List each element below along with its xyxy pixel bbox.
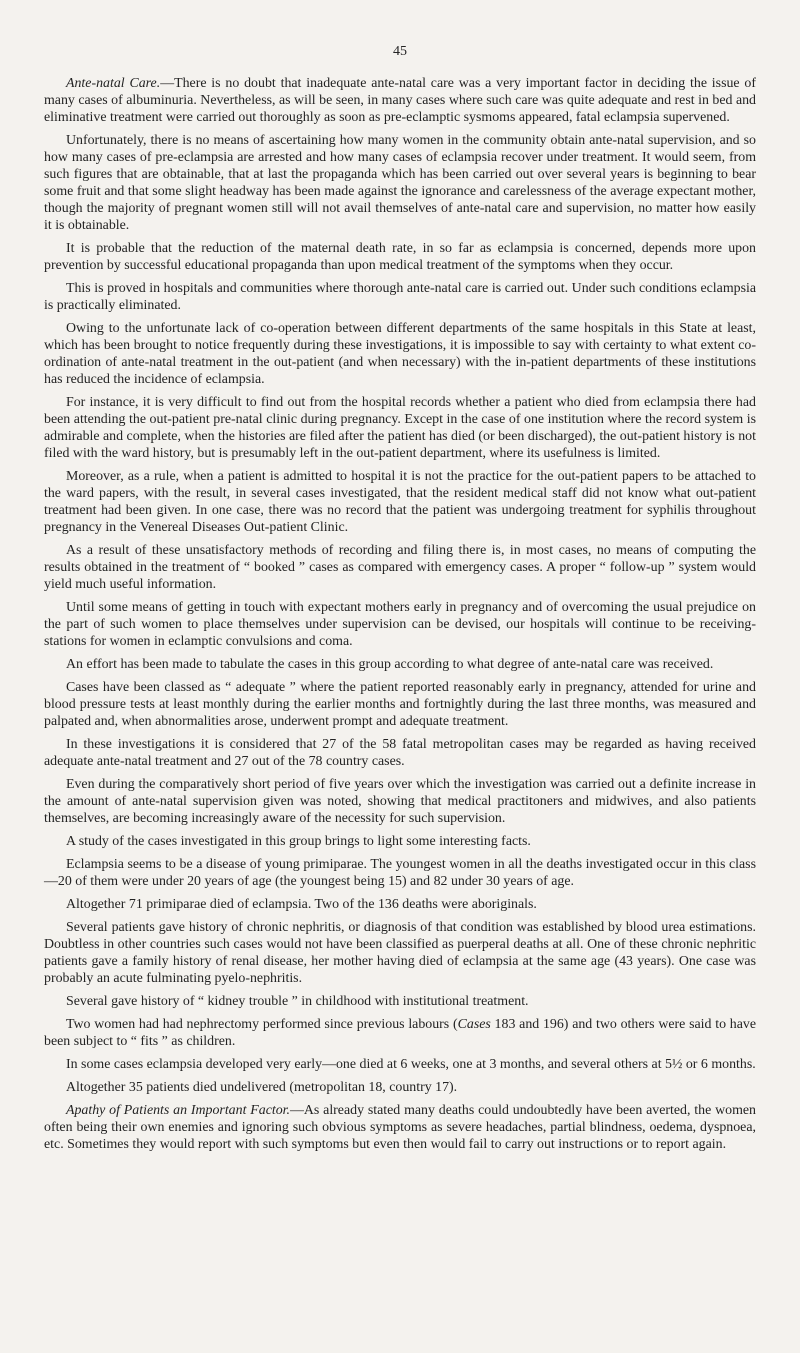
paragraph: This is proved in hospitals and communities where thorough ante-natal care is carried out. Under such conditions eclampsia is practically eliminated.: [44, 281, 756, 313]
page-body: [44, 75, 756, 1153]
paragraph: In some cases eclampsia developed very early—one died at 6 weeks, one at 3 months, and several others at 5½ or 6 months.: [66, 1057, 756, 1072]
paragraph: Owing to the unfortunate lack of co-operation between different departments of the same hospitals in this State at least, which has been brought to notice frequently during these investigations, it is impossible to say with certainty to what extent co-ordination of ante-natal treatment in the out-patient (and when necessary) with the in-patient departments of these institutions has reduced the incidence of eclampsia.: [44, 321, 756, 387]
paragraph-text: —As already stated many deaths could undoubtedly have been averted, the women often being their own enemies and ignoring such obvious symptoms as severe headaches, partial blindness, oedema, dyspnoea, etc. Sometimes they would report with such symptoms but even then would fail to carry out instructions or to report again.: [44, 1103, 756, 1152]
paragraph: As a result of these unsatisfactory methods of recording and filing there is, in most cases, no means of computing the results obtained in the treatment of “ booked ” cases as compared with emergency cases. A proper “ follow-up ” system would yield much useful information.: [44, 543, 756, 592]
paragraph: Until some means of getting in touch with expectant mothers early in pregnancy and of overcoming the usual prejudice on the part of such women to place themselves under supervision can be devised, our hospitals will continue to be receiving-stations for women in eclamptic convulsions and coma.: [44, 600, 756, 649]
paragraph: Altogether 71 primiparae died of eclampsia. Two of the 136 deaths were aboriginals.: [66, 897, 537, 912]
paragraph: A study of the cases investigated in this group brings to light some interesting facts.: [66, 834, 531, 849]
paragraph: Unfortunately, there is no means of ascertaining how many women in the community obtain ante-natal supervision, and so how many cases of pre-eclampsia are arrested and how many cases of eclampsia recover under treatment. It would seem, from such figures that are obtainable, that at last the propaganda which has been carried out over several years is beginning to bear some fruit and that some slight headway has been made against the ignorance and carelessness of the average expectant mother, though the majority of pregnant women still will not avail themselves of ante-natal care and supervision, no matter how easily it is obtainable.: [44, 133, 756, 233]
paragraph: In these investigations it is considered that 27 of the 58 fatal metropolitan cases may be regarded as having received adequate ante-natal treatment and 27 out of the 78 country cases.: [44, 737, 756, 769]
italic-text: Cases: [457, 1017, 491, 1032]
paragraph: An effort has been made to tabulate the cases in this group according to what degree of ante-natal care was received.: [66, 657, 714, 672]
paragraph: Altogether 35 patients died undelivered (metropolitan 18, country 17).: [66, 1080, 458, 1095]
paragraph: It is probable that the reduction of the maternal death rate, in so far as eclampsia is concerned, depends more upon prevention by successful educational propaganda than upon medical treatment of the symptoms when they occur.: [44, 241, 756, 273]
paragraph: [44, 1016, 756, 1050]
paragraph: Eclampsia seems to be a disease of young primiparae. The youngest women in all the deaths investigated occur in this class—20 of them were under 20 years of age (the youngest being 15) and 82 under 30 years of age.: [44, 857, 756, 889]
section-heading-ante-natal-care: Ante-natal Care.: [66, 76, 161, 91]
paragraph-text: —There is no doubt that inadequate ante-natal care was a very important factor in deciding the issue of many cases of albuminuria. Nevertheless, as will be seen, in many cases where such care was quite adequate and rest in bed and eliminative treatment were carried out thoroughly as soon as pre-eclamptic sysmoms appeared, fatal eclampsia supervened.: [44, 76, 756, 125]
paragraph-text: Two women had had nephrectomy performed since previous labours (: [66, 1017, 458, 1032]
paragraph: Several gave history of “ kidney trouble ” in childhood with institutional treatment.: [66, 994, 529, 1009]
paragraph-ante-natal-care: [44, 75, 756, 126]
paragraph: Even during the comparatively short period of five years over which the investigation was carried out a definite increase in the amount of ante-natal supervision given was noted, showing that medical practitoners and midwives, and also patients themselves, are becoming increasingly aware of the necessity for such supervision.: [44, 777, 756, 826]
paragraph: For instance, it is very difficult to find out from the hospital records whether a patient who died from eclampsia there had been attending the out-patient pre-natal clinic during pregnancy. Except in the case of one institution where the record system is admirable and complete, when the histories are filed after the patient has died (or been discharged), the out-patient history is not filed with the ward history, but is presumably left in the out-patient department, where its usefulness is limited.: [44, 395, 756, 461]
paragraph: Moreover, as a rule, when a patient is admitted to hospital it is not the practice for the out-patient papers to be attached to the ward papers, with the result, in several cases investigated, that the resident medical staff did not know what out-patient treatment had been given. In one case, there was no record that the patient was undergoing treatment for syphilis throughout pregnancy in the Venereal Diseases Out-patient Clinic.: [44, 469, 756, 535]
paragraph-text: 183 and 196) and two others were said to have been subject to “ fits ” as children.: [44, 1017, 756, 1049]
paragraph: Several patients gave history of chronic nephritis, or diagnosis of that condition was established by blood urea estimations. Doubtless in other countries such cases would not have been classified as puerperal deaths at all. One of these chronic nephritic patients gave a family history of renal disease, her mother having died of eclampsia at the same age (43 years). One case was probably an acute fulminating pyelo-nephritis.: [44, 920, 756, 986]
paragraph: Cases have been classed as “ adequate ” where the patient reported reasonably early in pregnancy, attended for urine and blood pressure tests at least monthly during the earlier months and fortnightly during the last three months, was measured and palpated and, when abnormalities arose, underwent prompt and adequate treatment.: [44, 680, 756, 729]
page-number: 45: [393, 44, 407, 59]
paragraph-apathy-of-patients: [44, 1102, 756, 1153]
section-heading-apathy: Apathy of Patients an Important Factor.: [66, 1103, 290, 1118]
